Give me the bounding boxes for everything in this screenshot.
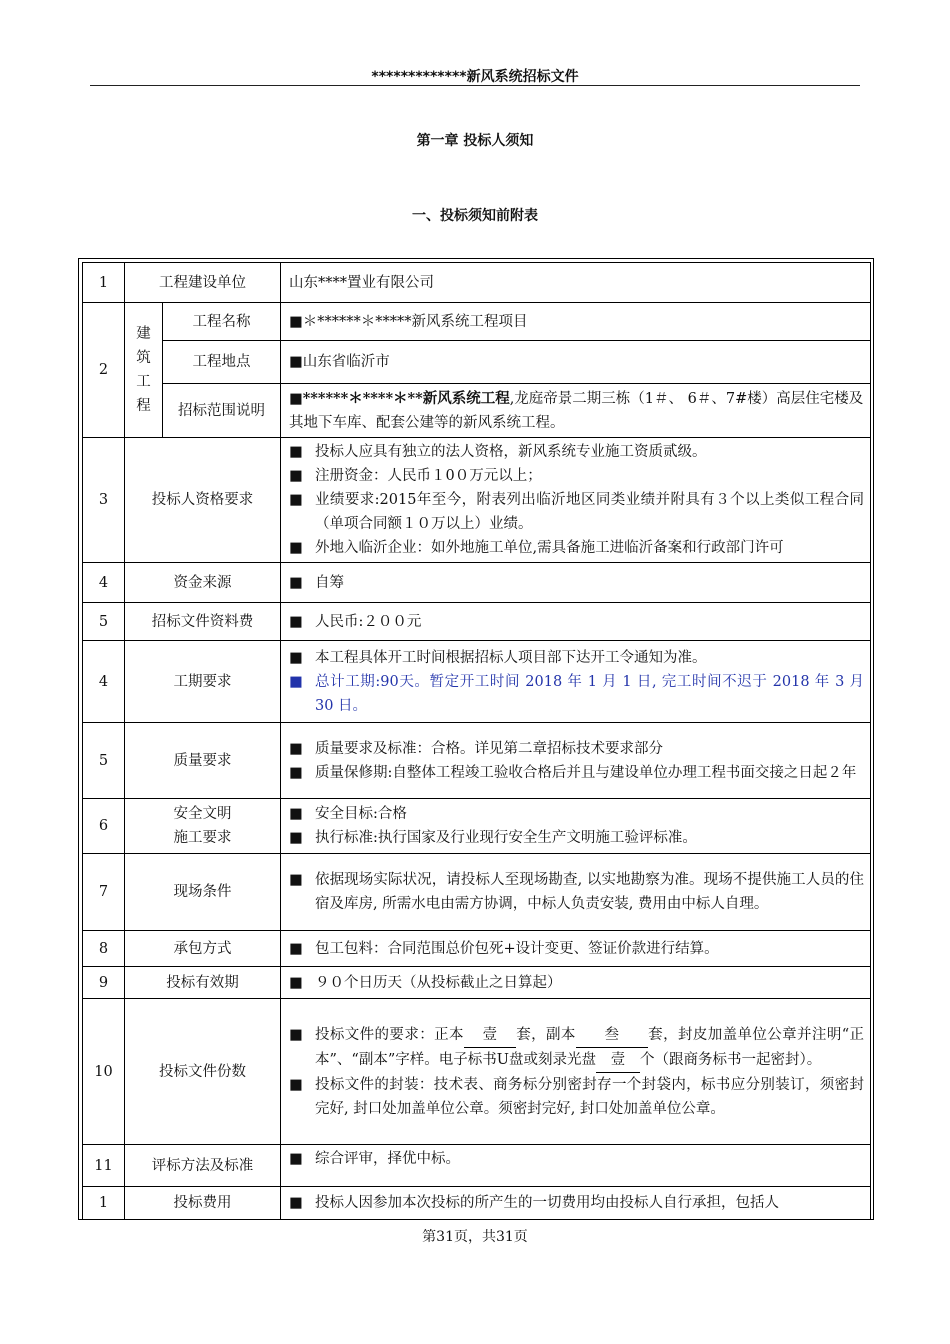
row-content	[281, 967, 871, 999]
bullet-icon: ■	[289, 574, 303, 591]
row-label: 现场条件	[125, 854, 281, 931]
project-location: 山东省临沂市	[302, 354, 390, 370]
group-char: 建	[136, 326, 151, 342]
row-label: 招标文件资料费	[125, 603, 281, 641]
table-row	[83, 723, 871, 799]
document-header-title: *************新风系统招标文件	[371, 69, 579, 85]
row-content	[281, 1145, 871, 1187]
list-item: ■ 执行标准:执行国家及行业现行安全生产文明施工验评标准。	[289, 826, 864, 850]
page-number: 第31页，共31页	[422, 1229, 528, 1245]
bullet-icon: ■	[289, 1151, 303, 1167]
row-number: 4	[83, 563, 125, 603]
row-label: 承包方式	[125, 931, 281, 967]
table-row	[83, 263, 871, 303]
row-number: 5	[83, 723, 125, 799]
row-content	[281, 384, 871, 438]
bullet-icon: ■	[289, 444, 303, 460]
sub-row-label: 工程地点	[163, 341, 281, 384]
list-item: ■ 依据现场实际状况，请投标人至现场勘查, 以实地勘察为准。现场不提供施工人员的住宿及库房, 所需水电由需方协调，中标人负责安装, 费用由中标人自理。	[289, 868, 864, 916]
table-row	[83, 641, 871, 723]
bullet-icon: ■	[289, 390, 303, 407]
row-content	[281, 999, 871, 1145]
table-row	[83, 303, 871, 341]
row-number: 2	[83, 303, 125, 438]
bullet-icon: ■	[289, 673, 303, 690]
row-label: 投标文件份数	[125, 999, 281, 1145]
bullet-icon: ■	[289, 313, 303, 330]
bullet-icon: ■	[289, 540, 303, 556]
sub-row-label: 工程名称	[163, 303, 281, 341]
bullet-icon: ■	[289, 740, 303, 757]
row-content: 山东****置业有限公司	[281, 263, 871, 303]
row-label: 评标方法及标准	[125, 1145, 281, 1187]
list-item: ■ 本工程具体开工时间根据招标人项目部下达开工令通知为准。	[289, 646, 864, 670]
list-item: ■ 注册资金：人民币１0０万元以上；	[289, 464, 864, 488]
group-char: 筑	[136, 350, 151, 366]
row-content	[281, 723, 871, 799]
row-number: 1	[83, 263, 125, 303]
bullet-icon: ■	[289, 806, 303, 822]
list-item: ■ 投标文件的要求：正本 壹 套，副本 叁 套，封皮加盖单位公章并注明“正本”、“副本”字样。电子标书U盘或刻录光盘 壹 个（跟商务标书一起密封）。	[289, 1023, 864, 1073]
list-item-highlight: ■ 总计工期:90天。暂定开工时间 2018 年 1 月 1 日, 完工时间不迟于 2018 年 3 月 30 日。	[289, 670, 864, 718]
row-number: 6	[83, 799, 125, 854]
bullet-icon: ■	[289, 830, 303, 846]
row-content	[281, 799, 871, 854]
bullet-icon: ■	[289, 1195, 303, 1211]
table-row	[83, 931, 871, 967]
row-number: 8	[83, 931, 125, 967]
row-content	[281, 341, 871, 384]
notice-table-frame	[78, 258, 874, 1220]
list-item: ■ 投标人因参加本次投标的所产生的一切费用均由投标人自行承担，包括人	[289, 1191, 864, 1215]
row-number: 10	[83, 999, 125, 1145]
row-group-label	[125, 303, 163, 438]
row-label: 工程建设单位	[125, 263, 281, 303]
chapter-title: 第一章 投标人须知	[416, 133, 534, 149]
list-item: ■ 综合评审，择优中标。	[289, 1147, 864, 1171]
table-row	[83, 854, 871, 931]
row-number: 4	[83, 641, 125, 723]
row-number: 5	[83, 603, 125, 641]
underlined-value: 壹	[464, 1023, 516, 1048]
list-item: ■ 投标文件的封装：技术表、商务标分别密封存一个封袋内，标书应分别装订，须密封完好, 封口处加盖单位公章。须密封完好, 封口处加盖单位公章。	[289, 1073, 864, 1121]
table-row	[83, 999, 871, 1145]
row-label: 投标费用	[125, 1187, 281, 1221]
list-item: ■ 质量保修期:自整体工程竣工验收合格后并且与建设单位办理工程书面交接之日起２年	[289, 761, 864, 785]
bullet-icon: ■	[289, 649, 303, 666]
scope-text: ,龙庭帝景二期三栋（1＃、 6＃、7#楼）高层住宅楼及其地下车库、配套公建等的新风系统工程。	[289, 390, 864, 431]
scope-bold-text: ******＊****＊**新风系统工程	[302, 389, 510, 407]
bullet-icon: ■	[289, 1026, 303, 1043]
underlined-value: 壹	[596, 1048, 640, 1073]
table-row	[83, 384, 871, 438]
row-content	[281, 931, 871, 967]
row-content	[281, 603, 871, 641]
bullet-icon: ■	[289, 872, 303, 888]
list-item: ■ 外地入临沂企业：如外地施工单位,需具备施工进临沂备案和行政部门许可	[289, 536, 864, 560]
row-content	[281, 641, 871, 723]
list-item: ■ 自筹	[289, 571, 864, 595]
row-label: 工期要求	[125, 641, 281, 723]
row-content	[281, 563, 871, 603]
table-row	[83, 799, 871, 854]
header-divider	[90, 85, 860, 86]
list-item: ■ 投标人应具有独立的法人资格，新风系统专业施工资质贰级。	[289, 440, 864, 464]
table-row	[83, 1187, 871, 1221]
row-label: 投标有效期	[125, 967, 281, 999]
row-label: 资金来源	[125, 563, 281, 603]
row-label: 安全文明 施工要求	[125, 799, 281, 854]
table-row	[83, 1145, 871, 1187]
bullet-icon: ■	[289, 354, 303, 370]
bidder-notice-table	[82, 262, 871, 1220]
row-content	[281, 854, 871, 931]
list-item: ■ 安全目标:合格	[289, 802, 864, 826]
row-content	[281, 303, 871, 341]
row-number: 1	[83, 1187, 125, 1221]
table-row	[83, 603, 871, 641]
table-row	[83, 967, 871, 999]
table-row	[83, 438, 871, 563]
row-label: 质量要求	[125, 723, 281, 799]
row-content	[281, 438, 871, 563]
group-char: 工	[136, 374, 151, 390]
bullet-icon: ■	[289, 764, 303, 781]
group-char: 程	[136, 398, 151, 414]
row-number: 7	[83, 854, 125, 931]
bullet-icon: ■	[289, 613, 303, 630]
bullet-icon: ■	[289, 974, 303, 991]
row-content	[281, 1187, 871, 1221]
bullet-icon: ■	[289, 1076, 303, 1093]
list-item: ■ 包工包料：合同范围总价包死+设计变更、签证价款进行结算。	[289, 937, 864, 961]
list-item: ■ 质量要求及标准：合格。详见第二章招标技术要求部分	[289, 737, 864, 761]
section-title: 一、投标须知前附表	[412, 208, 538, 224]
table-row	[83, 563, 871, 603]
list-item: ■ 业绩要求:2015年至今，附表列出临沂地区同类业绩并附具有３个以上类似工程合同（单项合同额１０万以上）业绩。	[289, 488, 864, 536]
list-item: ■ ９０个日历天（从投标截止之日算起）	[289, 971, 864, 995]
bullet-icon: ■	[289, 468, 303, 484]
bullet-icon: ■	[289, 940, 303, 957]
row-number: 11	[83, 1145, 125, 1187]
row-number: 9	[83, 967, 125, 999]
list-item: ■ 人民币:２００元	[289, 610, 864, 634]
row-number: 3	[83, 438, 125, 563]
sub-row-label: 招标范围说明	[163, 384, 281, 438]
project-name: ＊******＊*****新风系统工程项目	[302, 313, 528, 330]
bullet-icon: ■	[289, 492, 303, 508]
underlined-value: 叁	[576, 1023, 648, 1048]
row-label: 投标人资格要求	[125, 438, 281, 563]
table-row	[83, 341, 871, 384]
